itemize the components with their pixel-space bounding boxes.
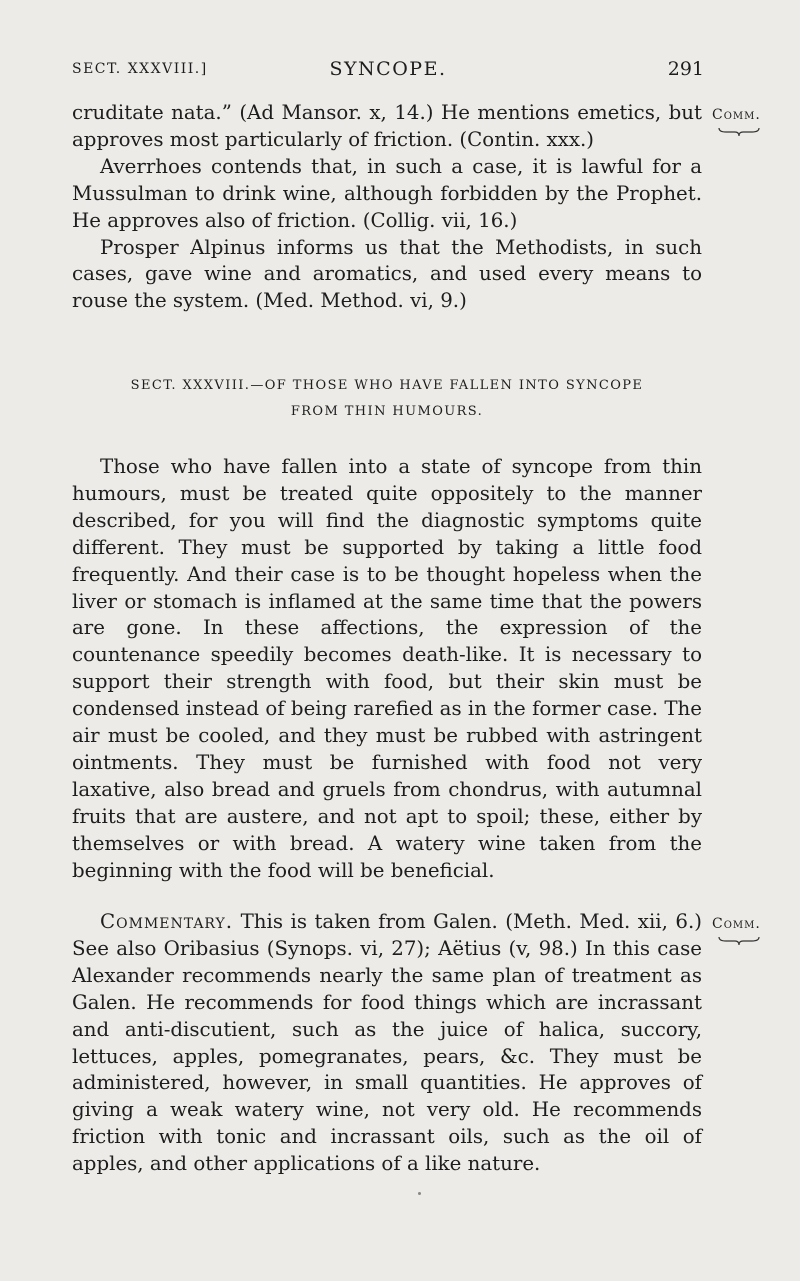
paragraph-main: Those who have fallen into a state of syncope from thin humours, must be treated quite oppositely to the manner described, for you will find the diagnostic symptoms quite different. They must be supported by taking a little food frequently. And their case is to be thought hopeless when the liver or stomach is inflamed at the same time that the powers are gone. In these affections, the expression of the countenance speedily becomes death-like. It is necessary to support their strength with food, but their skin must be condensed instead of being rarefied as in the former case. The air must be cooled, and they must be rubbed with astringent ointments. They must be furnished with food not very laxative, also bread and gruels from chondrus, with autumnal fruits that are austere, and not apt to spoil; these, either by themselves or with bread. A watery wine taken from the beginning with the food will be beneficial.: [72, 455, 702, 882]
commentary-label: Commentary.: [100, 910, 234, 933]
margin-note-comm-2: Comm.: [712, 916, 761, 932]
header-title: SYNCOPE.: [329, 58, 447, 80]
section-heading-line-1: SECT. XXXVIII.—OF THOSE WHO HAVE FALLEN INTO SYNCOPE: [130, 378, 644, 393]
brace-icon: [718, 127, 760, 137]
paragraph-continuation: cruditate nata.” (Ad Mansor. x, 14.) He mentions emetics, but approves most particularly of friction. (Contin. xxx.): [72, 101, 702, 151]
page-number: 291: [667, 58, 704, 80]
commentary-section: [72, 909, 702, 1178]
top-paragraphs: [72, 100, 702, 315]
paragraph-commentary: [72, 909, 702, 1178]
paragraph-prosper-alpinus: Prosper Alpinus informs us that the Methodists, in such cases, gave wine and aromatics, and used every means to rouse the system. (Med. Method. vi, 9.): [72, 235, 702, 313]
page-mark: [418, 1192, 421, 1195]
running-header: [72, 58, 704, 84]
section-heading-line-2: FROM THIN HUMOURS.: [290, 404, 484, 419]
paragraph-averrhoes: Averrhoes contends that, in such a case, it is lawful for a Mussulman to drink wine, although forbidden by the Prophet. He approves also of friction. (Collig. vii, 16.): [72, 154, 702, 232]
section-heading: [72, 373, 702, 425]
margin-note-comm-1: Comm.: [712, 107, 761, 123]
brace-icon: [718, 936, 760, 946]
header-section: SECT. XXXVIII.]: [72, 61, 208, 77]
main-section: [72, 454, 702, 885]
commentary-text: This is taken from Galen. (Meth. Med. xii, 6.) See also Oribasius (Synops. vi, 27); Aëtius (v, 98.) In this case Alexander recommends nearly the same plan of treatment as Galen. He recommends for food things which are incrassant and anti-discutient, such as the juice of halica, succory, lettuces, apples, pomegranates, pears, &c. They must be administered, however, in small quantities. He approves of giving a weak watery wine, not very old. He recommends friction with tonic and incrassant oils, such as the oil of apples, and other applications of a like nature.: [72, 910, 702, 1176]
